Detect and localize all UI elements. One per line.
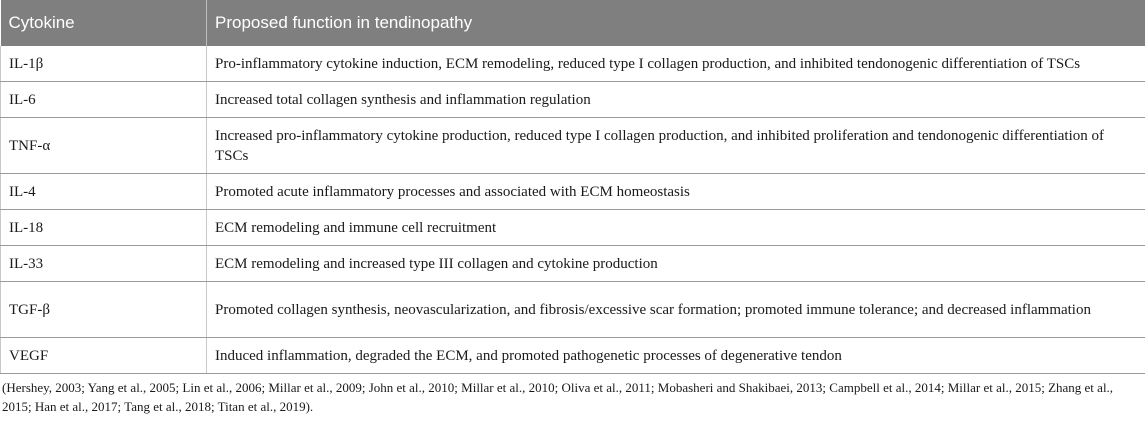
header-function: Proposed function in tendinopathy: [207, 0, 1145, 46]
function-cell: ECM remodeling and increased type III collagen and cytokine production: [207, 246, 1145, 282]
function-cell: Pro-inflammatory cytokine induction, ECM remodeling, reduced type I collagen production, and inhibited tendonogenic differentiation of TSCs: [207, 46, 1145, 82]
table-row: [1, 210, 1145, 246]
function-cell: Increased total collagen synthesis and inflammation regulation: [207, 82, 1145, 118]
cytokine-cell: TNF-α: [1, 118, 207, 174]
cytokine-cell: IL-6: [1, 82, 207, 118]
table-row: [1, 46, 1145, 82]
cytokine-cell: TGF-β: [1, 282, 207, 338]
cytokine-cell: VEGF: [1, 338, 207, 374]
table-row: [1, 282, 1145, 338]
table-header-row: [1, 0, 1145, 46]
function-cell: ECM remodeling and immune cell recruitment: [207, 210, 1145, 246]
cytokine-cell: IL-33: [1, 246, 207, 282]
function-cell: Promoted collagen synthesis, neovascularization, and fibrosis/excessive scar formation; promoted immune tolerance; and decreased inflammation: [207, 282, 1145, 338]
references-footnote: (Hershey, 2003; Yang et al., 2005; Lin et al., 2006; Millar et al., 2009; John et al., 2010; Millar et al., 2010; Oliva et al., 2011; Mobasheri and Shakibaei, 2013; Campbell et al., 2014; Millar et al., 2015; Zhang et al., 2015; Han et al., 2017; Tang et al., 2018; Titan et al., 2019).: [2, 380, 1114, 414]
function-cell: Promoted acute inflammatory processes and associated with ECM homeostasis: [207, 174, 1145, 210]
function-cell: Induced inflammation, degraded the ECM, and promoted pathogenetic processes of degenerative tendon: [207, 338, 1145, 374]
table-row: [1, 118, 1145, 174]
cytokine-cell: IL-18: [1, 210, 207, 246]
function-cell: Increased pro-inflammatory cytokine production, reduced type I collagen production, and inhibited proliferation and tendonogenic differentiation of TSCs: [207, 118, 1145, 174]
cytokine-cell: IL-1β: [1, 46, 207, 82]
table-row: [1, 338, 1145, 374]
cytokine-cell: IL-4: [1, 174, 207, 210]
table-row: [1, 82, 1145, 118]
table-row: [1, 174, 1145, 210]
table-row: [1, 246, 1145, 282]
header-cytokine: Cytokine: [1, 0, 207, 46]
